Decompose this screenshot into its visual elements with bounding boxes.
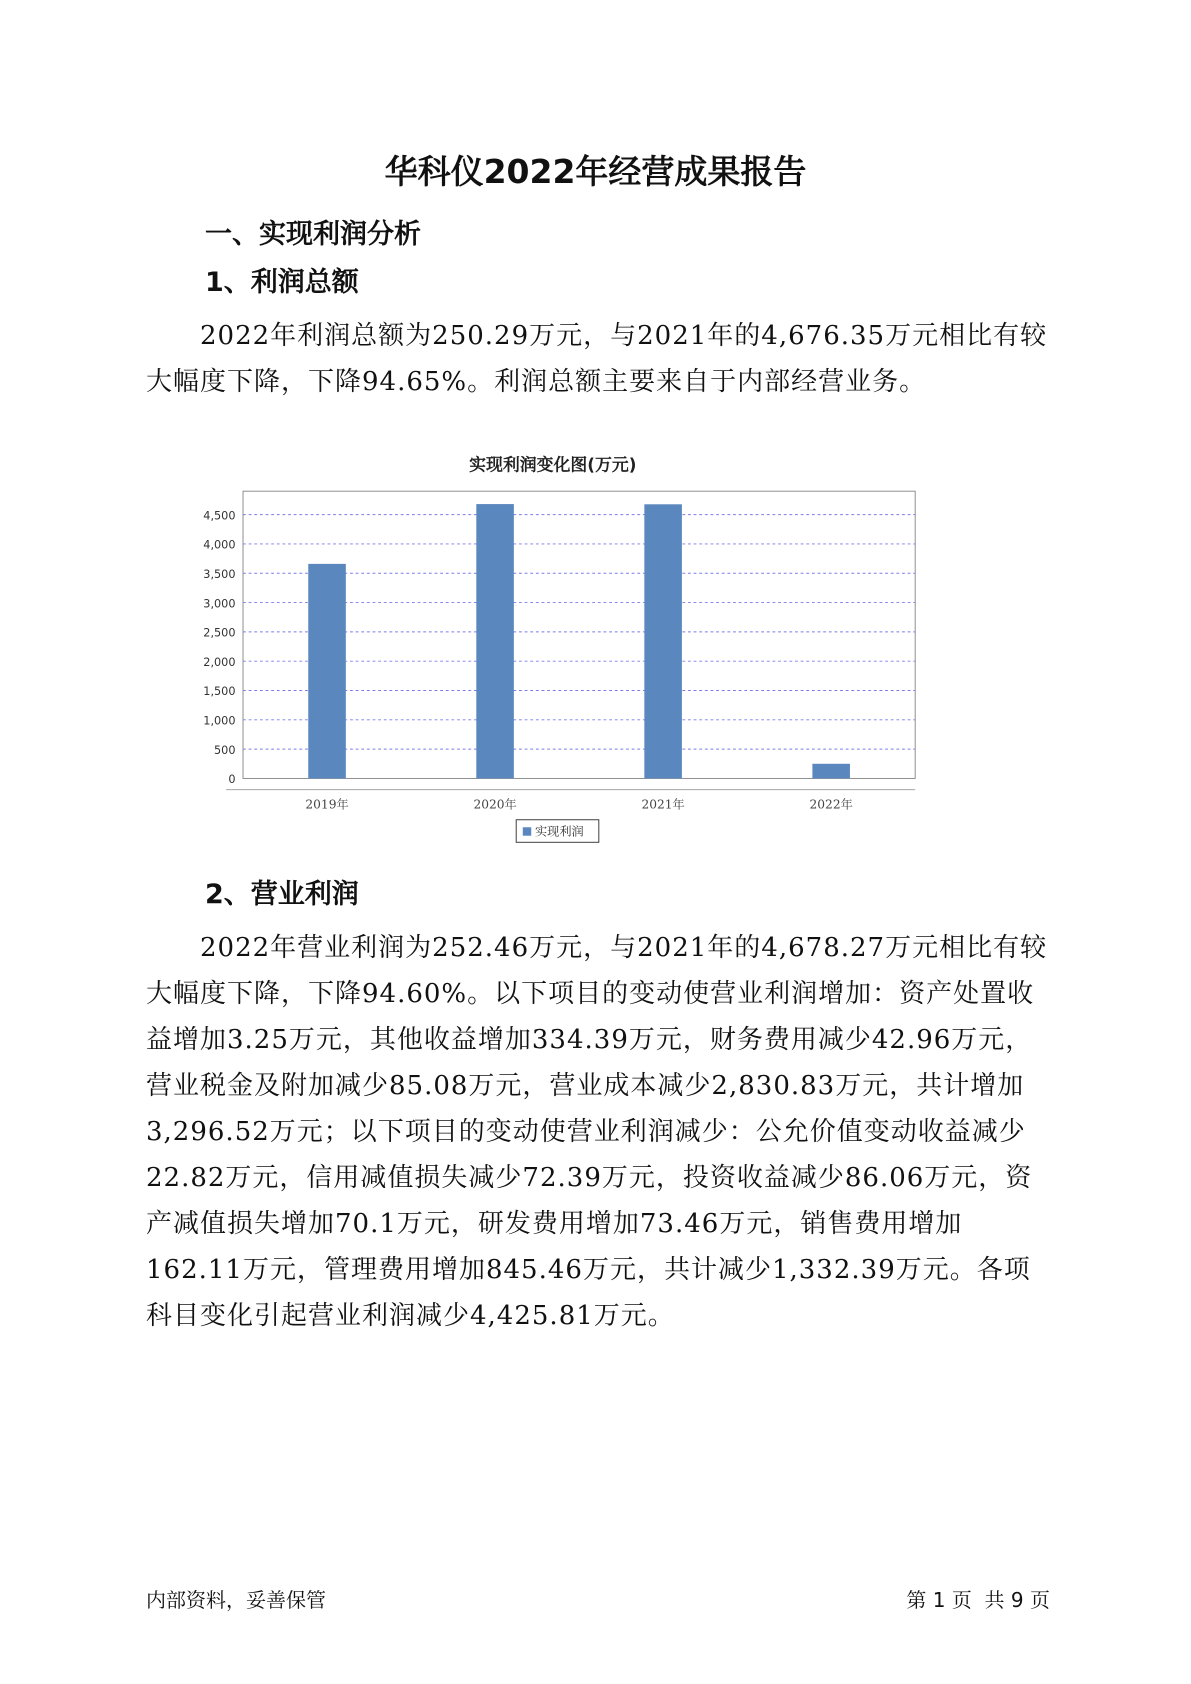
y-tick-label: 4,500 [203,509,236,523]
y-tick-label: 1,000 [203,714,236,728]
subsection-heading-total-profit: 1、利润总额 [205,267,359,298]
chart-title: 实现利润变化图(万元) [469,454,637,475]
y-tick-label: 4,000 [203,538,236,552]
total-profit-paragraph [146,313,1052,405]
operating-profit-paragraph [146,925,1052,1339]
y-tick-label: 3,500 [203,567,236,581]
subsection-heading-operating-profit: 2、营业利润 [205,879,359,910]
y-tick-label: 0 [228,773,236,787]
legend-swatch [523,827,531,835]
x-tick-label: 2022年 [809,797,853,812]
profit-bar-chart [146,448,1046,908]
document-title: 华科仪2022年经营成果报告 [384,152,807,191]
y-tick-label: 2,500 [203,626,236,640]
y-tick-label: 2,000 [203,655,236,669]
bar-2020年 [476,504,514,778]
operating-profit-text: 2022年营业利润为252.46万元，与2021年的4,678.27万元相比有较大幅度下降，下降94.60%。以下项目的变动使营业利润增加：资产处置收益增加3.25万元，其他收益增加334.39万元，财务费用减少42.96万元，营业税金及附加减少85.08万元，营业成本减少2,830.83万元，共计增加3,296.52万元；以下项目的变动使营业利润减少：公允价值变动收益减少22.82万元，信用减值损失减少72.39万元，投资收益减少86.06万元，资产减值损失增加70.1万元，研发费用增加73.46万元，销售费用增加162.11万元，管理费用增加845.46万元，共计减少1,332.39万元。各项科目变化引起营业利润减少4,425.81万元。 [146,933,1048,1331]
footer-page-number: 第 1 页 共 9 页 [906,1588,1050,1612]
footer-confidential-note: 内部资料，妥善保管 [146,1588,326,1612]
x-tick-label: 2020年 [473,797,517,812]
legend-label: 实现利润 [534,824,584,839]
bar-2021年 [644,504,682,778]
y-tick-label: 1,500 [203,685,236,699]
chart-svg [146,448,1046,908]
y-tick-label: 3,000 [203,597,236,611]
section-heading-profit-analysis: 一、实现利润分析 [205,219,421,250]
x-tick-label: 2021年 [641,797,685,812]
bar-2019年 [308,564,346,779]
y-tick-label: 500 [214,743,236,757]
total-profit-text: 2022年利润总额为250.29万元，与2021年的4,676.35万元相比有较大幅度下降，下降94.65%。利润总额主要来自于内部经营业务。 [146,321,1048,397]
bar-2022年 [812,764,850,779]
x-tick-label: 2019年 [305,797,349,812]
